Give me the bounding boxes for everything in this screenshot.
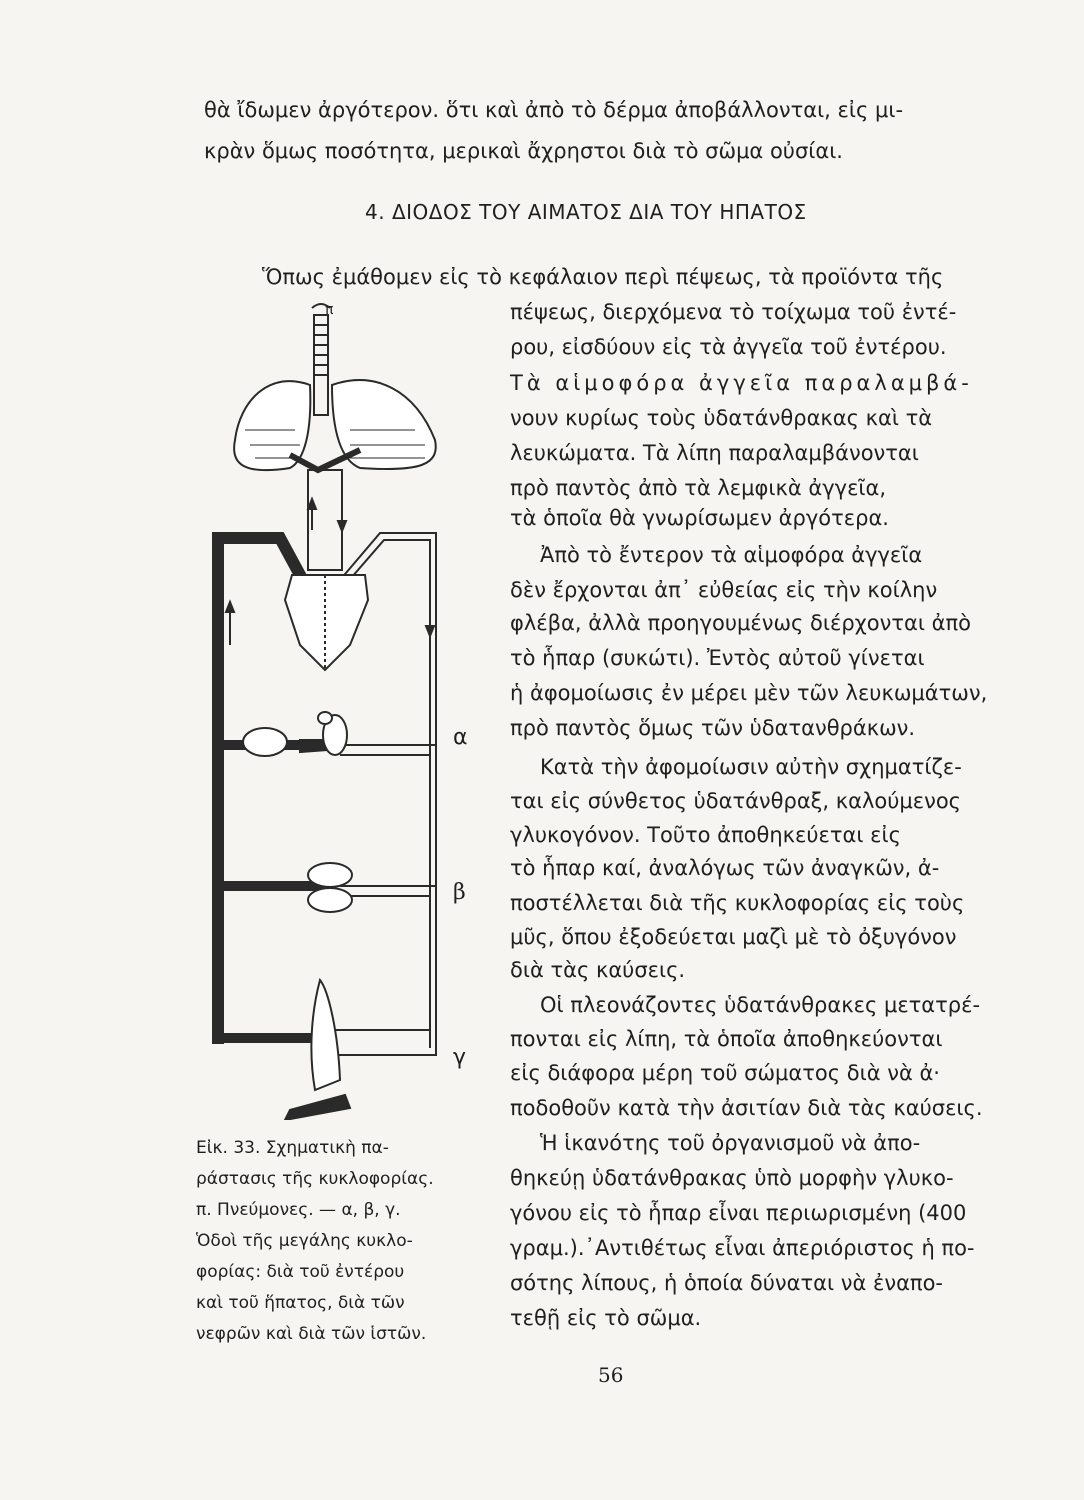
p3-line-3: γλυκογόνον. Τοῦτο ἀποθηκεύεται εἰς [510, 823, 901, 847]
label-pi: π [325, 302, 334, 318]
p4-line-2: πονται εἰς λίπη, τὰ ὁποῖα ἀποθηκεύονται [510, 1027, 943, 1051]
heart [285, 575, 368, 670]
caption-line-3: π. Πνεύμονες. — α, β, γ. [196, 1200, 401, 1220]
lungs [234, 380, 436, 470]
p2-line-2: δὲν ἔρχονται ἀπ᾽ εὐθείας εἰς τὴν κοίλην [510, 578, 938, 602]
p5-line-6: τεθῇ εἰς τὸ σῶμα. [510, 1306, 702, 1330]
label-c: γ [453, 1045, 467, 1070]
p1-line-8: τὰ ὁποῖα θὰ γνωρίσωμεν ἀργότερα. [510, 506, 889, 530]
p2-line-5: ἡ ἀφομοίωσις ἐν μέρει μὲν τῶν λευκωμάτων, [510, 681, 988, 705]
p3-line-6: μῦς, ὅπου ἐξοδεύεται μαζὶ μὲ τὸ ὀξυγόνον [510, 925, 957, 949]
p1-line-4: Τὰ αἱμοφόρα ἀγγεῖα παραλαμβά- [510, 371, 973, 395]
p1-line-7: πρὸ παντὸς ἀπὸ τὰ λεμφικὰ ἀγγεῖα, [510, 476, 887, 500]
p5-line-2: θηκεύῃ ὑδατάνθρακας ὑπὸ μορφὴν γλυκο- [510, 1166, 954, 1190]
p3-line-1: Κατὰ τὴν ἀφομοίωσιν αὐτὴν σχηματίζε- [540, 755, 962, 779]
p1-line-3: ρου, εἰσδύουν εἰς τὰ ἀγγεῖα τοῦ ἐντέρου. [510, 335, 947, 359]
caption-line-1: Εἰκ. 33. Σχηματικὴ πα- [196, 1138, 389, 1158]
intro-line-2: κρὰν ὅμως ποσότητα, μερικαὶ ἄχρηστοι διὰ τὸ σῶμα οὐσίαι. [204, 139, 843, 163]
p1-line-5: νουν κυρίως τοὺς ὑδατάνθρακας καὶ τὰ [510, 406, 933, 430]
circulation-diagram [200, 290, 500, 1120]
p3-line-4: τὸ ἧπαρ καί, ἀναλόγως τῶν ἀναγκῶν, ἀ- [510, 856, 940, 880]
p3-line-7: διὰ τὰς καύσεις. [510, 958, 686, 982]
p2-line-1: Ἀπὸ τὸ ἔντερον τὰ αἱμοφόρα ἀγγεῖα [540, 543, 923, 567]
tissue [285, 980, 350, 1120]
caption-line-7: νεφρῶν καὶ διὰ τῶν ἱστῶν. [196, 1324, 427, 1344]
intro-line-1: θὰ ἴδωμεν ἀργότερον. ὅτι καὶ ἀπὸ τὸ δέρμα ἀποβάλλονται, εἰς μι- [204, 98, 904, 122]
p1-line-2: πέψεως, διερχόμενα τὸ τοίχωμα τοῦ ἐντέ- [510, 300, 957, 324]
p5-line-4: γραμ.).᾽Αντιθέτως εἶναι ἀπεριόριστος ἡ πο- [510, 1236, 975, 1260]
page-number: 56 [598, 1363, 624, 1387]
p3-line-2: ται εἰς σύνθετος ὑδατάνθραξ, καλούμενος [510, 789, 962, 813]
p1-line-1: Ὅπως ἐμάθομεν εἰς τὸ κεφάλαιον περὶ πέψεως, τὰ προϊόντα τῆς [262, 265, 944, 289]
caption-line-2: ράστασις τῆς κυκλοφορίας. [196, 1169, 434, 1189]
label-b: β [453, 880, 466, 905]
p5-line-1: Ἡ ἱκανότης τοῦ ὀργανισμοῦ νὰ ἀπο- [540, 1131, 921, 1155]
p4-line-3: εἰς διάφορα μέρη τοῦ σώματος διὰ νὰ ἀ· [510, 1061, 940, 1085]
p5-line-5: σότης λίπους, ἡ ὁποία δύναται νὰ ἐναπο- [510, 1271, 943, 1295]
caption-line-4: Ὁδοὶ τῆς μεγάλης κυκλο- [196, 1231, 413, 1251]
label-a: α [453, 725, 468, 750]
p1-line-6: λευκώματα. Τὰ λίπη παραλαμβάνονται [510, 441, 919, 465]
p4-line-4: ποδοθοῦν κατὰ τὴν ἀσιτίαν διὰ τὰς καύσεις. [510, 1096, 983, 1120]
p4-line-1: Οἱ πλεονάζοντες ὑδατάνθρακες μετατρέ- [540, 993, 981, 1017]
p2-line-3: φλέβα, ἀλλὰ προηγουμένως διέρχονται ἀπὸ [510, 611, 971, 635]
p3-line-5: ποστέλλεται διὰ τῆς κυκλοφορίας εἰς τοὺς [510, 891, 965, 915]
trachea [312, 304, 330, 415]
p5-line-3: γόνου εἰς τὸ ἧπαρ εἶναι περιωρισμένη (400 [510, 1201, 967, 1225]
p2-line-4: τὸ ἧπαρ (συκώτι). Ἐντὸς αὐτοῦ γίνεται [510, 646, 925, 670]
p2-line-6: πρὸ παντὸς ὅμως τῶν ὑδατανθράκων. [510, 716, 916, 740]
caption-line-5: φορίας: διὰ τοῦ ἐντέρου [196, 1262, 405, 1282]
section-heading: 4. ΔΙΟΔΟΣ ΤΟΥ ΑΙΜΑΤΟΣ ΔΙΑ ΤΟΥ ΗΠΑΤΟΣ [365, 200, 807, 224]
caption-line-6: καὶ τοῦ ἥπατος, διὰ τῶν [196, 1293, 405, 1313]
